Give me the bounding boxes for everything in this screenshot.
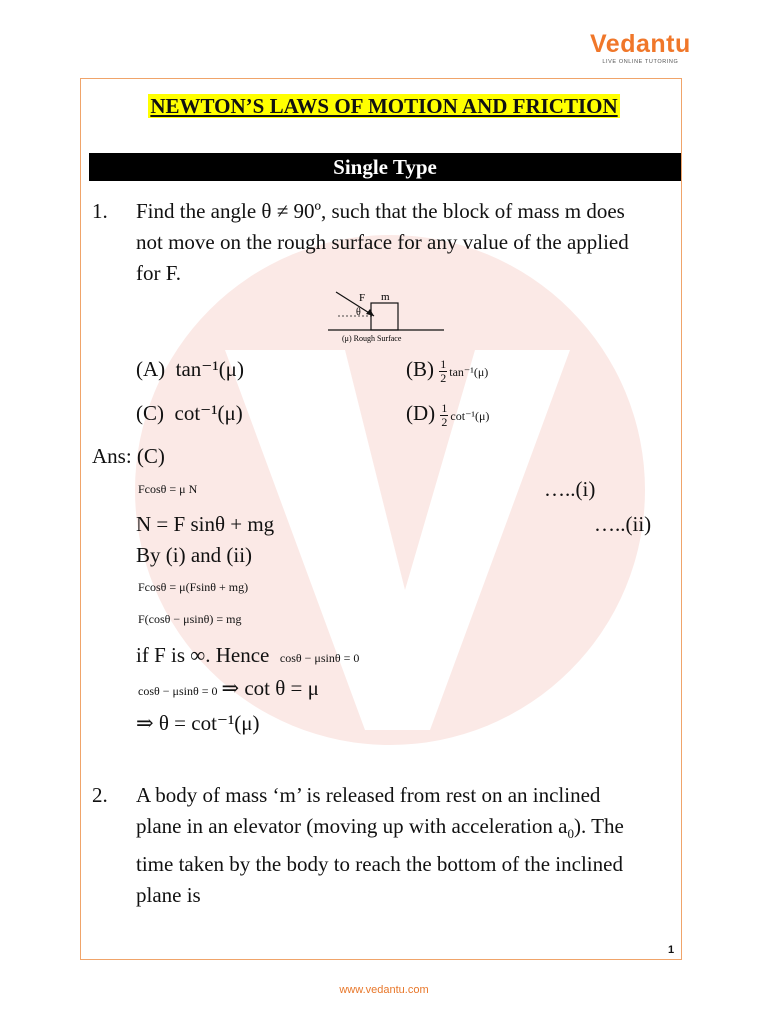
section-header: Single Type: [89, 153, 681, 181]
figure-label-f: F: [359, 292, 366, 304]
solution-eq5: cosθ − μsinθ = 0 ⇒ cot θ = μ: [138, 676, 319, 700]
block-figure: [326, 286, 446, 344]
answer: Ans: (C): [92, 444, 165, 468]
figure-label-surface: (μ) Rough Surface: [342, 334, 402, 343]
option-a: (A) tan⁻¹(μ): [136, 357, 244, 381]
solution-eq1: Fcosθ = μ N: [138, 482, 198, 496]
solution-if: if F is ∞. Hence cosθ − μsinθ = 0: [136, 643, 360, 667]
question-1-number: 1.: [92, 199, 108, 223]
question-2-text: A body of mass ‘m’ is released from rest on an inclined plane in an elevator (moving up with acceleration $a_0$). The time taken by the body to reach the bottom of the inclined plane is: [136, 783, 624, 908]
option-b: (B) $\frac{1}{2}$ tan⁻¹(μ): [406, 356, 489, 385]
solution-eq6: ⇒ θ = cot⁻¹(μ): [136, 711, 260, 735]
page-number: 1: [668, 944, 675, 956]
solution-eq2: N = F sinθ + mg: [136, 512, 275, 536]
brand-name: Vedantu: [590, 30, 691, 58]
solution-eq3: Fcosθ = μ(Fsinθ + mg): [138, 580, 249, 594]
option-c: (C) cot⁻¹(μ): [136, 401, 243, 425]
brand-logo: [590, 30, 691, 65]
question-1-text: Find the angle θ ≠ 90º, such that the block of mass m does not move on the rough surface for any value of the applied for F.: [136, 199, 629, 285]
brand-tagline: LIVE ONLINE TUTORING: [602, 59, 679, 65]
page-title: NEWTON’S LAWS OF MOTION AND FRICTION: [150, 94, 618, 118]
footer-url[interactable]: www.vedantu.com: [339, 984, 429, 996]
figure-label-theta: θ: [356, 307, 361, 318]
solution-eq2-tag: …..(ii): [594, 512, 652, 536]
solution-eq4: F(cosθ − μsinθ) = mg: [138, 612, 242, 626]
question-2-number: 2.: [92, 783, 108, 807]
figure-label-m: m: [381, 291, 390, 303]
solution-by: By (i) and (ii): [136, 543, 253, 567]
option-d: (D) $\frac{1}{2}$ cot⁻¹(μ): [406, 400, 490, 429]
solution-eq1-tag: …..(i): [544, 477, 596, 501]
